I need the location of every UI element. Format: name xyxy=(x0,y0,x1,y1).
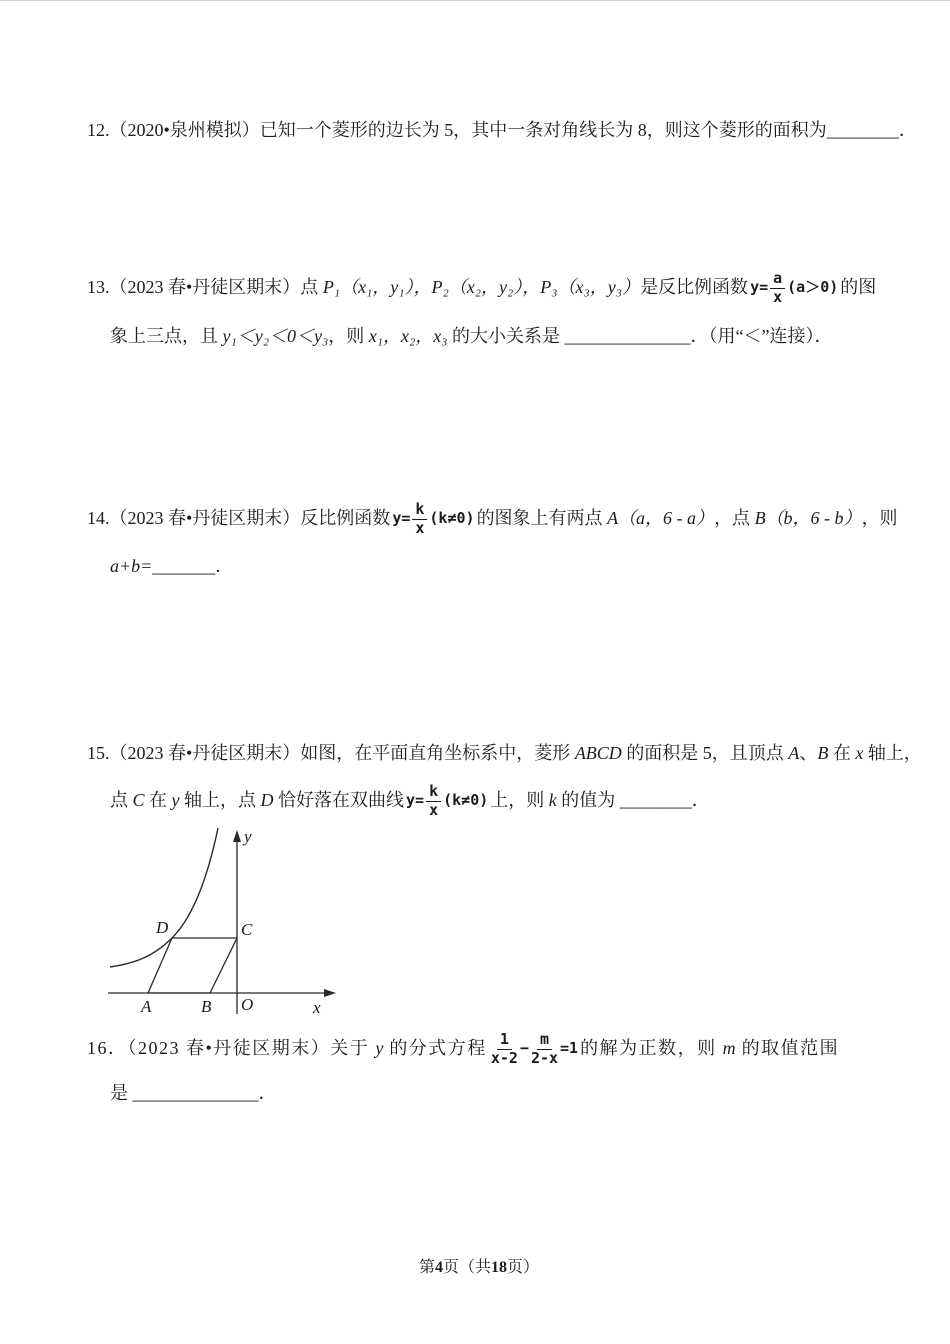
page-footer xyxy=(0,1236,950,1277)
axis-y-var: y xyxy=(171,790,180,811)
question-text: 的图 xyxy=(840,277,877,298)
label-point-d: D xyxy=(156,918,169,937)
formula-lhs: y= xyxy=(406,791,425,810)
fraction-denominator: x-2 xyxy=(490,1048,518,1067)
question-text: 的大小关系是 xyxy=(447,326,565,347)
question-text: ．（用“＜”连接）． xyxy=(690,326,833,347)
question-text: 的取值范围 xyxy=(735,1038,840,1059)
enumeration-mark: 、 xyxy=(799,743,818,764)
answer-blank: ________ xyxy=(619,790,692,811)
coordinate-figure xyxy=(100,824,350,1025)
rhombus-abcd: ABCD xyxy=(574,743,622,764)
question-13-line-1 xyxy=(87,263,876,313)
variable-k: k xyxy=(548,790,557,811)
answer-blank: _______ xyxy=(152,556,216,577)
axis-x-var: x xyxy=(855,743,864,764)
vertex-a: A xyxy=(788,743,800,764)
coordinate-figure-svg xyxy=(100,824,350,1020)
question-text: 的图象上有两点 xyxy=(476,508,608,529)
question-text: 点 xyxy=(110,790,133,811)
formula-y-equals-a-over-x xyxy=(750,268,839,306)
variables-x1-x2-x3: x₁，x₂，x₃ xyxy=(368,326,448,347)
footer-text: 页） xyxy=(507,1259,540,1276)
question-text: 16．（2023 春•丹徒区期末）关于 xyxy=(87,1038,376,1059)
period: ． xyxy=(215,556,234,577)
formula-condition: (k≠0) xyxy=(443,791,489,810)
expression-a-plus-b: a+b= xyxy=(110,556,153,577)
label-x-axis: x xyxy=(313,998,321,1017)
fraction-numerator: k xyxy=(412,502,427,520)
hyperbola-curve xyxy=(110,828,218,967)
label-origin: O xyxy=(241,995,254,1014)
question-text: 是反比例函数 xyxy=(640,277,749,298)
footer-text: 页（共 xyxy=(442,1259,491,1276)
question-text: 的面积是 5，且顶点 xyxy=(621,743,789,764)
period: ． xyxy=(898,120,917,141)
question-text: 在 xyxy=(828,743,856,764)
y-axis-arrow-icon xyxy=(233,830,241,842)
question-text: 象上三点，且 xyxy=(110,326,223,347)
question-14-line-2 xyxy=(110,552,233,582)
question-text: 15.（2023 春•丹徒区期末）如图，在平面直角坐标系中，菱形 xyxy=(87,743,575,764)
fraction-numerator: m xyxy=(537,1032,552,1050)
minus-sign: − xyxy=(519,1039,529,1058)
period: ． xyxy=(258,1083,277,1104)
question-text: 的解为正数，则 xyxy=(580,1038,723,1059)
variable-y: y xyxy=(375,1038,384,1059)
question-12-line-1 xyxy=(87,116,917,146)
question-14-line-1 xyxy=(87,494,898,544)
fraction-numerator: a xyxy=(770,271,785,289)
question-text: ，点 xyxy=(714,508,755,529)
vertex-d: D xyxy=(260,790,274,811)
footer-text: 第 xyxy=(418,1259,435,1276)
fraction-denominator: 2-x xyxy=(530,1048,559,1067)
formula-y-equals-k-over-x xyxy=(406,781,489,819)
fraction-numerator: 1 xyxy=(497,1032,512,1050)
fraction-1-over-x-minus-2 xyxy=(490,1029,518,1067)
equals-one: =1 xyxy=(560,1039,579,1058)
inequality-y1-y2-y3: y₁＜y₂＜0＜y₃ xyxy=(222,326,329,347)
fraction xyxy=(770,268,785,306)
fraction xyxy=(412,499,427,537)
question-13-line-2 xyxy=(110,322,832,352)
question-text: 12.（2020•泉州模拟）已知一个菱形的边长为 5，其中一条对角线长为 8，则这个菱形的面积为 xyxy=(87,120,827,141)
answer-blank: ________ xyxy=(826,120,899,141)
footer-total-pages: 18 xyxy=(491,1259,507,1276)
vertex-b: B xyxy=(817,743,829,764)
question-text: ，则 xyxy=(861,508,898,529)
period: ． xyxy=(691,790,710,811)
formula-rational-equation xyxy=(489,1029,579,1067)
fraction-numerator: k xyxy=(426,784,441,802)
fraction-denominator: x xyxy=(415,518,425,537)
fraction-denominator: x xyxy=(429,800,439,819)
x-axis-arrow-icon xyxy=(324,989,336,997)
question-15-line-1 xyxy=(87,739,922,769)
formula-condition: (a＞0) xyxy=(787,278,839,297)
point-a: A（a，6 - a） xyxy=(607,508,715,529)
label-point-a: A xyxy=(141,997,152,1016)
question-text: 的分式方程 xyxy=(383,1038,487,1059)
question-text: 的值为 xyxy=(556,790,620,811)
footer-page-number: 4 xyxy=(434,1259,443,1276)
rhombus-abcd xyxy=(148,938,237,993)
question-text: 是 xyxy=(110,1083,133,1104)
question-text: 恰好落在双曲线 xyxy=(273,790,405,811)
question-16-line-1 xyxy=(87,1024,839,1074)
formula-y-equals-k-over-x xyxy=(392,499,475,537)
question-text: 上，则 xyxy=(490,790,549,811)
question-text: 轴上，点 xyxy=(179,790,261,811)
question-16-line-2 xyxy=(110,1079,277,1109)
vertex-c: C xyxy=(132,790,145,811)
formula-lhs: y= xyxy=(750,278,769,297)
page-top-rule xyxy=(0,0,950,1)
fraction xyxy=(426,781,441,819)
question-15-line-2 xyxy=(110,776,710,826)
points-p1-p2-p3: P₁（x₁，y₁），P₂（x₂，y₂），P₃（x₃，y₃） xyxy=(322,277,641,298)
label-point-b: B xyxy=(201,997,212,1016)
answer-blank: ______________ xyxy=(564,326,691,347)
question-text: ，则 xyxy=(328,326,369,347)
point-b: B（b，6 - b） xyxy=(754,508,862,529)
answer-blank: ______________ xyxy=(132,1083,259,1104)
label-point-c: C xyxy=(241,920,253,939)
formula-lhs: y= xyxy=(392,509,411,528)
question-text: 14.（2023 春•丹徒区期末）反比例函数 xyxy=(87,508,391,529)
variable-m: m xyxy=(722,1038,736,1059)
question-text: 轴上， xyxy=(863,743,922,764)
question-text: 在 xyxy=(144,790,172,811)
question-text: 13.（2023 春•丹徒区期末）点 xyxy=(87,277,323,298)
fraction-denominator: x xyxy=(773,287,783,306)
fraction-m-over-2-minus-x xyxy=(530,1029,559,1067)
formula-condition: (k≠0) xyxy=(429,509,475,528)
label-y-axis: y xyxy=(244,827,252,846)
